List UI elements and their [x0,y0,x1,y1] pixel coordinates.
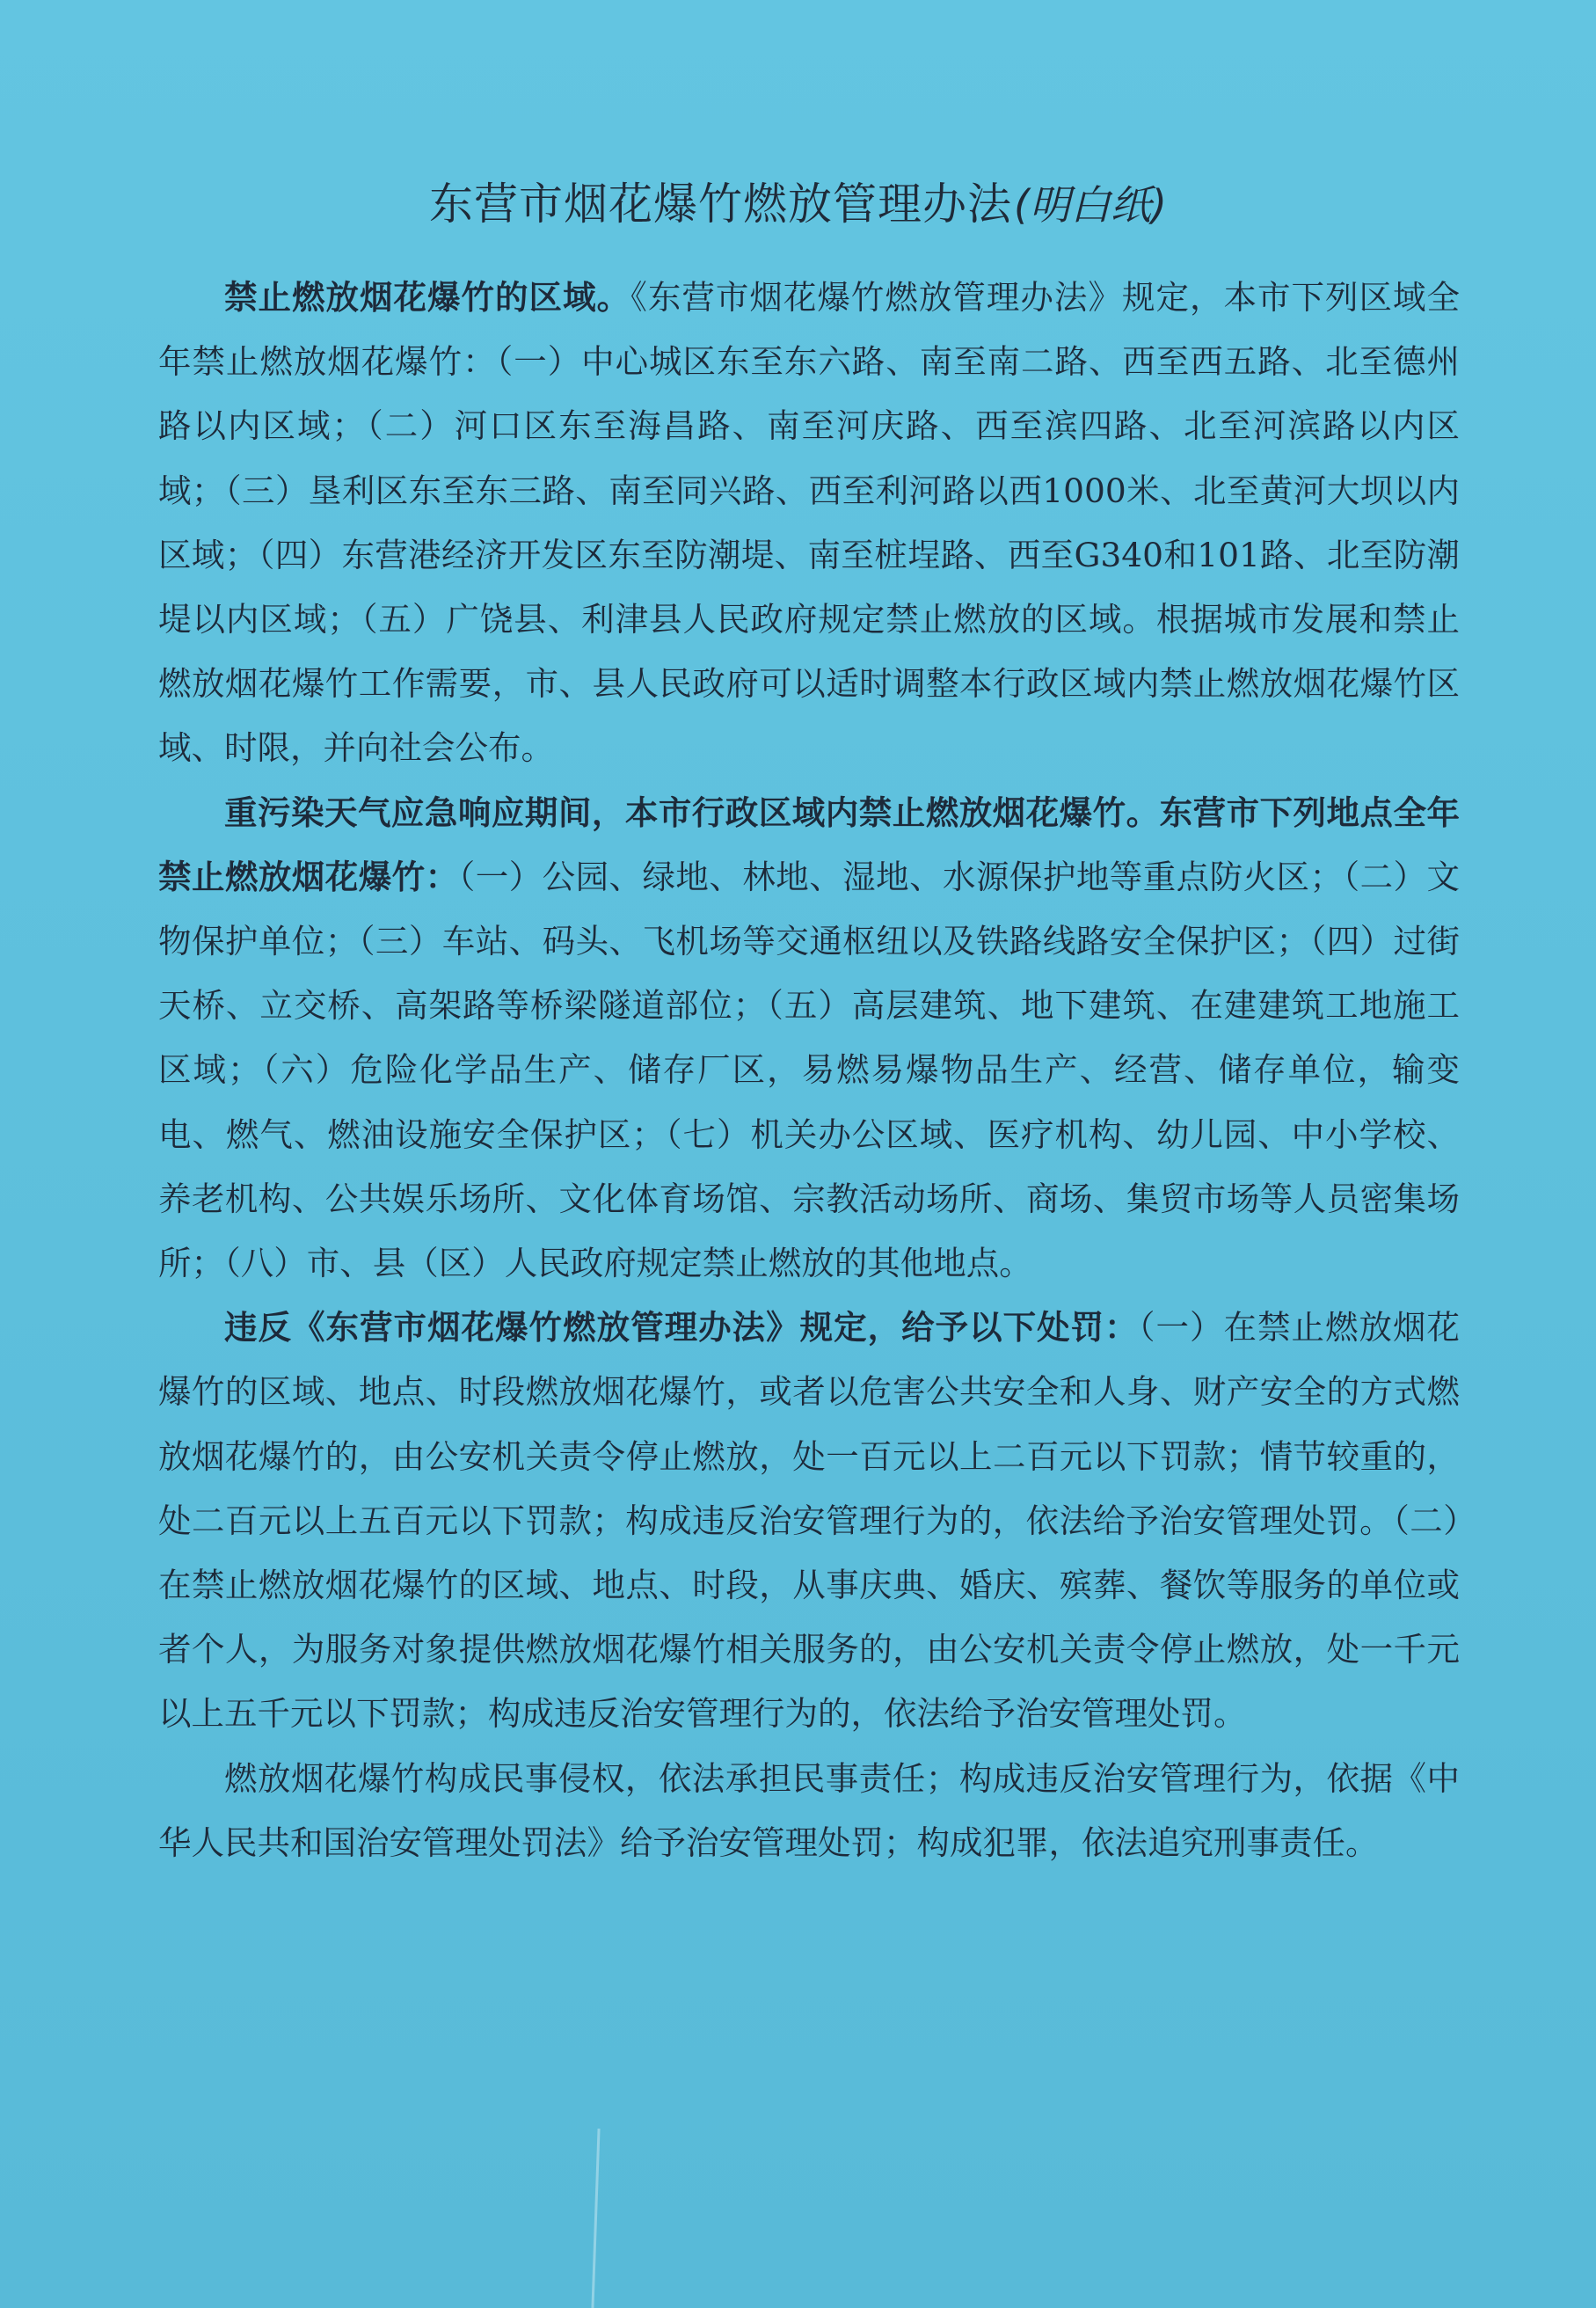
paragraph-prohibited-places [158,781,1460,1296]
title-row [0,169,1596,232]
paragraph-lead: 禁止燃放烟花爆竹的区域。 [224,278,631,317]
paper-fold [591,2129,600,2308]
handwritten-note: (明白纸) [1014,181,1167,229]
paragraph-lead: 燃放烟花爆竹构成民事侵权，依法承担民事责任；构成违反治安管理行为，依据《中华人民共和国治安管理处罚法》给予治安管理处罚；构成犯罪，依法追究刑事责任。 [158,1758,1460,1862]
paragraph-text: 《东营市烟花爆竹燃放管理办法》规定，本市下列区域全年禁止燃放烟花爆竹：（一）中心城区东至东六路、南至南二路、西至西五路、北至德州路以内区域；（二）河口区东至海昌路、南至河庆路、西至滨四路、北至河滨路以内区域；（三）垦利区东至东三路、南至同兴路、西至利河路以西1000米、北至黄河大坝以内区域；（四）东营港经济开发区东至防潮堤、南至桩埕路、西至G340和101路、北至防潮堤以内区域；（五）广饶县、利津县人民政府规定禁止燃放的区域。根据城市发展和禁止燃放烟花爆竹工作需要，市、县人民政府可以适时调整本行政区域内禁止燃放烟花爆竹区域、时限，并向社会公布。 [158,278,1461,768]
document-title: 东营市烟花爆竹燃放管理办法 [429,179,1013,230]
paragraph-text: （一）公园、绿地、林地、湿地、水源保护地等重点防火区；（二）文物保护单位；（三）车站、码头、飞机场等交通枢纽以及铁路线路安全保护区；（四）过街天桥、立交桥、高架路等桥梁隧道部位；（五）高层建筑、地下建筑、在建建筑工地施工区域；（六）危险化学品生产、储存厂区，易燃易爆物品生产、经营、储存单位，输变电、燃气、燃油设施安全保护区；（七）机关办公区域、医疗机构、幼儿园、中小学校、养老机构、公共娱乐场所、文化体育场馆、宗教活动场所、商场、集贸市场等人员密集场所；（八）市、县（区）人民政府规定禁止燃放的其他地点。 [158,857,1461,1283]
document-body [158,266,1460,1875]
paragraph-lead: 违反《东营市烟花爆竹燃放管理办法》规定，给予以下处罚： [224,1308,1139,1348]
paragraph-lead: 重污染天气应急响应期间，本市行政区域内禁止燃放烟花爆竹。东营市下列地点全年禁止燃放烟花爆竹： [158,792,1460,896]
paragraph-text: （一）在禁止燃放烟花爆竹的区域、地点、时段燃放烟花爆竹，或者以危害公共安全和人身、财产安全的方式燃放烟花爆竹的，由公安机关责令停止燃放，处一百元以上二百元以下罚款；情节较重的，处二百元以上五百元以下罚款；构成违反治安管理行为的，依法给予治安管理处罚。（二）在禁止燃放烟花爆竹的区域、地点、时段，从事庆典、婚庆、殡葬、餐饮等服务的单位或者个人，为服务对象提供燃放烟花爆竹相关服务的，由公安机关责令停止燃放，处一千元以上五千元以下罚款；构成违反治安管理行为的，依法给予治安管理处罚。 [158,1308,1460,1734]
paragraph-prohibited-areas [158,266,1460,781]
paragraph-penalties [158,1296,1460,1746]
paragraph-liability [158,1747,1460,1875]
